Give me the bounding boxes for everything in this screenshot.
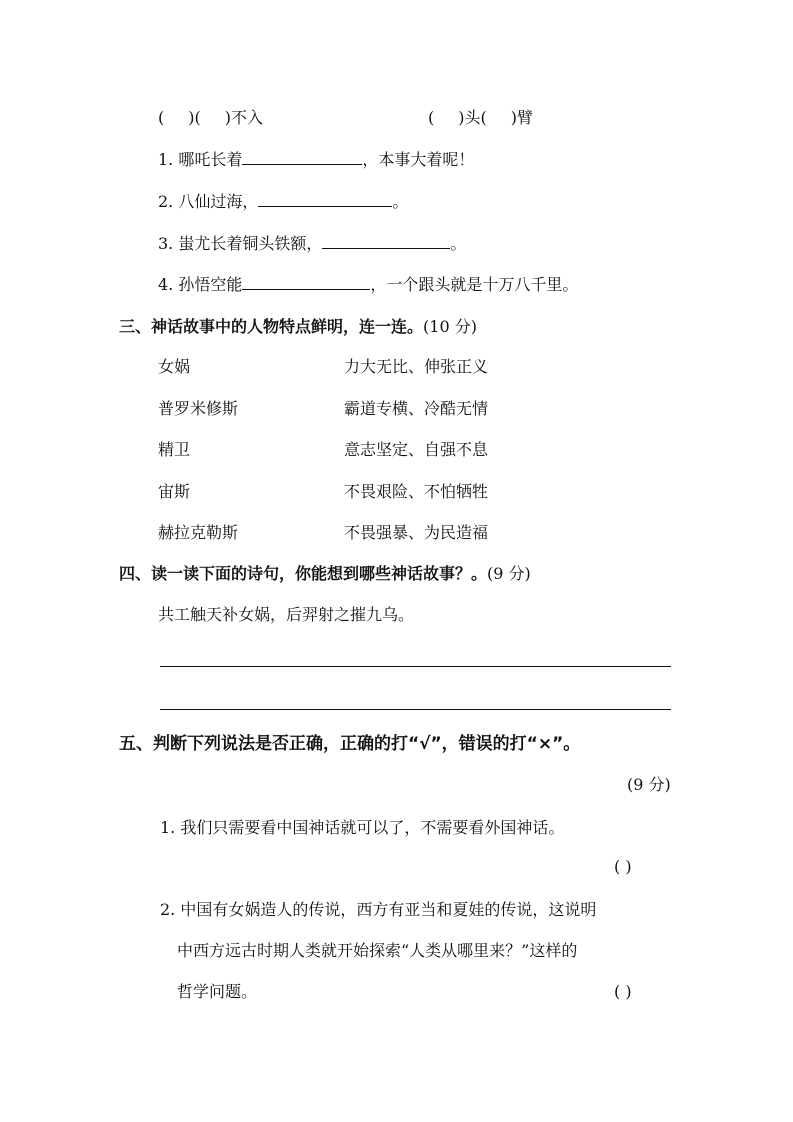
fill-item-2	[158, 191, 408, 213]
item-text-before: 蚩尤长着铜头铁额，	[178, 234, 323, 253]
item-number: 2.	[160, 900, 176, 919]
score-label: (9 分)	[487, 564, 531, 583]
item-number: 2.	[158, 192, 174, 211]
match-left-4[interactable]: 宙斯	[158, 482, 191, 501]
judge-paren-1[interactable]: ( )	[614, 857, 632, 876]
item-number: 3.	[158, 234, 174, 253]
idiom-1-part-2: )(	[188, 108, 201, 127]
section-title: 四、读一读下面的诗句，你能想到哪些神话故事？。	[119, 564, 488, 583]
item-text-after: 。	[450, 234, 467, 253]
section-5-heading: 五、判断下列说法是否正确，正确的打“√”，错误的打“×”。	[119, 734, 581, 754]
section-4-heading	[119, 563, 531, 585]
fill-item-3	[158, 233, 466, 255]
item-text-after: ，一个跟头就是十万八千里。	[370, 275, 579, 294]
item-number: 4.	[158, 275, 174, 294]
match-right-5[interactable]: 不畏强暴、为民造福	[344, 523, 489, 542]
idiom-blank-1[interactable]	[158, 107, 263, 129]
judge-item-1	[160, 817, 564, 839]
item-number: 1.	[158, 150, 174, 169]
match-right-3[interactable]: 意志坚定、自强不息	[344, 440, 489, 459]
fill-item-4	[158, 274, 578, 296]
match-right-1[interactable]: 力大无比、伸张正义	[344, 357, 489, 376]
match-right-2[interactable]: 霸道专横、冷酷无情	[344, 399, 489, 418]
item-text-after: ，本事大着呢！	[362, 150, 475, 169]
judge-item-2-line-3: 哲学问题。	[177, 982, 258, 1001]
answer-blank[interactable]	[242, 150, 362, 165]
poem-line: 共工触天补女娲，后羿射之摧九乌。	[158, 605, 415, 624]
match-left-1[interactable]: 女娲	[158, 357, 191, 376]
judge-paren-2[interactable]: ( )	[614, 982, 632, 1001]
section-5-score: (9 分)	[627, 775, 671, 794]
idiom-1-part-1: (	[158, 108, 165, 127]
score-label: (10 分)	[423, 317, 477, 336]
idiom-2-part-3: )臂	[510, 108, 533, 127]
item-text-before: 哪吒长着	[178, 150, 243, 169]
answer-line-2[interactable]	[160, 709, 671, 710]
section-3-heading	[119, 316, 477, 338]
match-right-4[interactable]: 不畏艰险、不怕牺牲	[344, 482, 489, 501]
match-left-5[interactable]: 赫拉克勒斯	[158, 523, 239, 542]
section-title: 三、神话故事中的人物特点鲜明，连一连。	[119, 317, 424, 336]
idiom-1-part-3: )不入	[224, 108, 263, 127]
item-text-before: 八仙过海，	[178, 192, 259, 211]
answer-line-1[interactable]	[160, 666, 671, 667]
item-text-before: 孙悟空能	[178, 275, 243, 294]
judge-item-2-line-1	[160, 899, 596, 921]
fill-item-1	[158, 149, 474, 171]
idiom-2-part-1: (	[428, 108, 435, 127]
idiom-blank-2[interactable]	[428, 107, 533, 129]
match-left-2[interactable]: 普罗米修斯	[158, 399, 239, 418]
answer-blank[interactable]	[258, 192, 392, 207]
answer-blank[interactable]	[322, 234, 450, 249]
item-text: 我们只需要看中国神话就可以了，不需要看外国神话。	[180, 818, 565, 837]
answer-blank[interactable]	[242, 275, 370, 290]
match-left-3[interactable]: 精卫	[158, 440, 191, 459]
idiom-2-part-2: )头(	[458, 108, 487, 127]
item-number: 1.	[160, 818, 176, 837]
item-text-after: 。	[392, 192, 409, 211]
item-text: 中国有女娲造人的传说，西方有亚当和夏娃的传说，这说明	[180, 900, 597, 919]
judge-item-2-line-2: 中西方远古时期人类就开始探索“人类从哪里来？”这样的	[177, 941, 578, 960]
